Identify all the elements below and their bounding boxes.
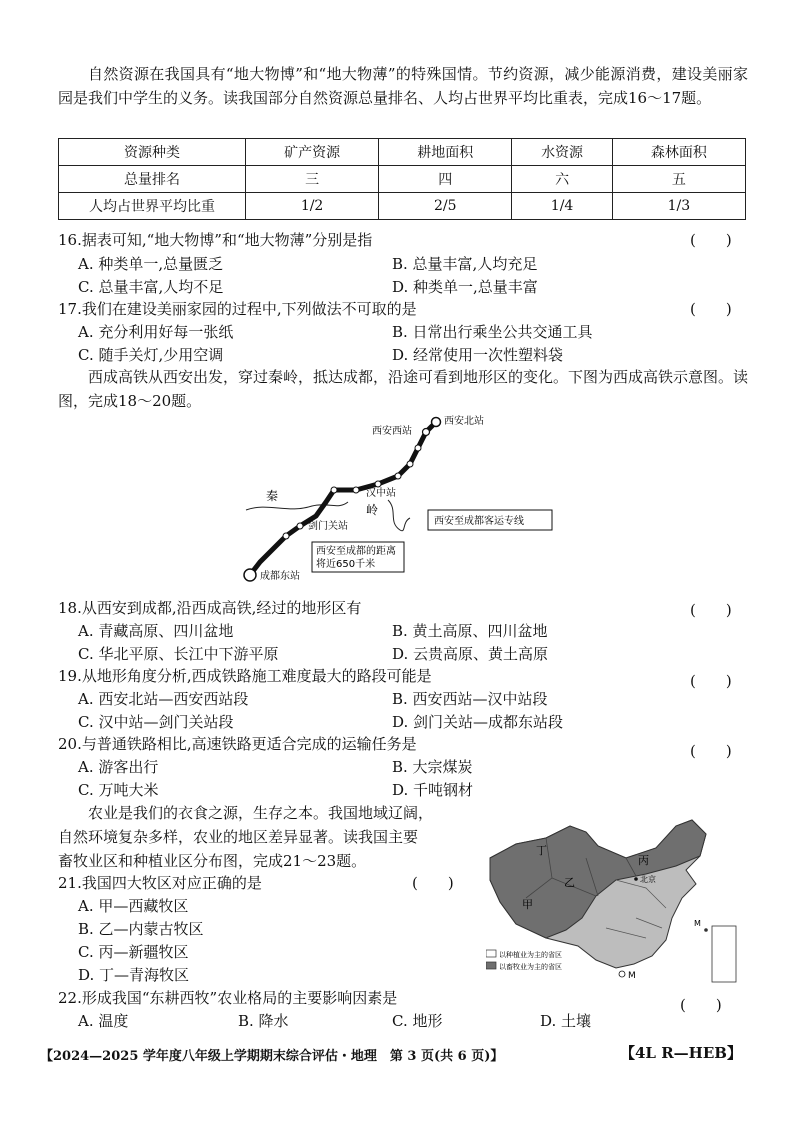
table-cell: 人均占世界平均比重 <box>59 193 246 220</box>
label-hanzhong: 汉中站 <box>366 488 396 499</box>
answer-blank-17[interactable]: ( ) <box>690 300 732 318</box>
railway-map <box>238 410 556 590</box>
label-yi: 乙 <box>564 876 575 889</box>
table-cell: 六 <box>512 166 612 193</box>
question-22-stem: 22.形成我国“东耕西牧”农业格局的主要影响因素是 <box>58 989 398 1007</box>
legend-swatch-grazing <box>486 962 496 969</box>
label-m-north: M <box>694 919 701 928</box>
table-cell: 1/2 <box>246 193 379 220</box>
question-17-stem: 17.我们在建设美丽家园的过程中,下列做法不可取的是 <box>58 300 417 318</box>
river-line <box>388 500 410 531</box>
distance-line-1: 西安至成都的距离 <box>316 546 396 557</box>
table-header-row <box>59 139 746 166</box>
station-marker <box>407 461 413 467</box>
q19-option-a[interactable]: A. 西安北站—西安西站段 <box>78 690 249 708</box>
label-jia: 甲 <box>522 898 533 911</box>
answer-blank-18[interactable]: ( ) <box>690 601 732 619</box>
label-beijing: 北京 <box>640 875 656 884</box>
q17-option-a[interactable]: A. 充分利用好每一张纸 <box>78 323 234 341</box>
q17-option-c[interactable]: C. 随手关灯,少用空调 <box>78 346 224 364</box>
answer-blank-19[interactable]: ( ) <box>690 672 732 690</box>
q18-option-a[interactable]: A. 青藏高原、四川盆地 <box>78 622 234 640</box>
intro-agriculture-line-1: 农业是我们的衣食之源，生存之本。我国地域辽阔， <box>88 804 434 822</box>
q16-option-c[interactable]: C. 总量丰富,人均不足 <box>78 278 224 296</box>
q22-option-b[interactable]: B. 降水 <box>238 1012 289 1030</box>
q17-option-d[interactable]: D. 经常使用一次性塑料袋 <box>392 346 564 364</box>
island-marker <box>704 928 708 932</box>
intro-agriculture-line-3: 畜牧业区和种植业区分布图，完成21～23题。 <box>58 852 367 870</box>
river-line <box>246 502 348 510</box>
table-cell: 总量排名 <box>59 166 246 193</box>
station-xian-north-marker[interactable] <box>432 418 441 427</box>
station-xian-west-marker[interactable] <box>423 429 430 436</box>
answer-blank-20[interactable]: ( ) <box>690 742 732 760</box>
station-marker <box>395 473 401 479</box>
label-m-south: M <box>628 971 636 981</box>
question-21-stem: 21.我国四大牧区对应正确的是 <box>58 874 262 892</box>
beijing-marker <box>634 877 638 881</box>
station-hanzhong-marker[interactable] <box>353 487 359 493</box>
intro-agriculture-line-2: 自然环境复杂多样，农业的地区差异显著。读我国主要 <box>58 828 419 846</box>
table-header-cell: 森林面积 <box>612 139 745 166</box>
answer-blank-16[interactable]: ( ) <box>690 231 732 249</box>
station-jianmenguan-marker[interactable] <box>297 523 303 529</box>
label-qin: 秦 <box>266 489 279 503</box>
q22-option-c[interactable]: C. 地形 <box>392 1012 443 1030</box>
q16-option-b[interactable]: B. 总量丰富,人均充足 <box>392 255 538 273</box>
label-ling: 岭 <box>366 503 379 517</box>
table-row <box>59 166 746 193</box>
south-china-sea-inset <box>712 926 736 982</box>
station-chengdu-east-marker[interactable] <box>244 569 256 581</box>
table-header-cell: 资源种类 <box>59 139 246 166</box>
intro-paragraph-railway: 西成高铁从西安出发，穿过秦岭，抵达成都，沿途可看到地形区的变化。下图为西成高铁示意图。读图，完成18～20题。 <box>58 368 749 410</box>
table-header-cell: 耕地面积 <box>379 139 512 166</box>
table-cell: 2/5 <box>379 193 512 220</box>
distance-line-2: 将近650千米 <box>316 559 376 570</box>
q19-option-d[interactable]: D. 剑门关站—成都东站段 <box>392 713 564 731</box>
label-xian-north: 西安北站 <box>444 416 484 427</box>
q22-option-d[interactable]: D. 土壤 <box>540 1012 592 1030</box>
q18-option-b[interactable]: B. 黄土高原、四川盆地 <box>392 622 548 640</box>
answer-blank-22[interactable]: ( ) <box>680 996 722 1014</box>
question-18-stem: 18.从西安到成都,沿西成高铁,经过的地形区有 <box>58 599 362 617</box>
station-marker <box>375 481 381 487</box>
question-19-stem: 19.从地形角度分析,西成铁路施工难度最大的路段可能是 <box>58 667 432 685</box>
footer-code: 【4L R—HEB】 <box>620 1044 742 1062</box>
resource-table <box>58 138 746 220</box>
question-16-stem: 16.据表可知,“地大物博”和“地大物薄”分别是指 <box>58 231 373 249</box>
label-bing: 丙 <box>638 854 649 867</box>
table-cell: 1/3 <box>612 193 745 220</box>
label-chengdu-east: 成都东站 <box>260 571 300 582</box>
q22-option-a[interactable]: A. 温度 <box>78 1012 129 1030</box>
table-header-cell: 水资源 <box>512 139 612 166</box>
table-cell: 五 <box>612 166 745 193</box>
q21-option-b[interactable]: B. 乙—内蒙古牧区 <box>78 920 204 938</box>
legend-grazing: 以畜牧业为主的省区 <box>499 963 562 971</box>
table-row <box>59 193 746 220</box>
legend-swatch-farming <box>486 950 496 957</box>
legend-farming: 以种植业为主的省区 <box>499 951 562 959</box>
q21-option-c[interactable]: C. 丙—新疆牧区 <box>78 943 189 961</box>
q18-option-c[interactable]: C. 华北平原、长江中下游平原 <box>78 645 279 663</box>
legend-label: 西安至成都客运专线 <box>434 516 524 527</box>
q20-option-c[interactable]: C. 万吨大米 <box>78 781 159 799</box>
question-20-stem: 20.与普通铁路相比,高速铁路更适合完成的运输任务是 <box>58 735 417 753</box>
q21-option-a[interactable]: A. 甲—西藏牧区 <box>78 897 189 915</box>
table-cell: 1/4 <box>512 193 612 220</box>
table-cell: 四 <box>379 166 512 193</box>
q21-option-d[interactable]: D. 丁—青海牧区 <box>78 966 190 984</box>
q20-option-b[interactable]: B. 大宗煤炭 <box>392 758 473 776</box>
label-xian-west: 西安西站 <box>372 426 412 437</box>
q16-option-a[interactable]: A. 种类单一,总量匮乏 <box>78 255 224 273</box>
table-header-cell: 矿产资源 <box>246 139 379 166</box>
answer-blank-21[interactable]: ( ) <box>412 874 454 892</box>
q20-option-d[interactable]: D. 千吨钢材 <box>392 781 474 799</box>
station-marker <box>415 445 421 451</box>
footer-exam-info: 【2024—2025 学年度八年级上学期期末综合评估・地理 第 3 页(共 6 页)】 <box>40 1049 504 1064</box>
table-cell: 三 <box>246 166 379 193</box>
station-marker <box>331 487 337 493</box>
intro-paragraph-resources: 自然资源在我国具有“地大物博”和“地大物薄”的特殊国情。节约资源，减少能源消费，建设美丽家园是我们中学生的义务。读我国部分自然资源总量排名、人均占世界平均比重表，完成16～17题。 <box>58 65 748 107</box>
q19-option-b[interactable]: B. 西安西站—汉中站段 <box>392 690 548 708</box>
q16-option-d[interactable]: D. 种类单一,总量丰富 <box>392 278 538 296</box>
label-ding: 丁 <box>536 844 547 857</box>
q20-option-a[interactable]: A. 游客出行 <box>78 758 159 776</box>
q18-option-d[interactable]: D. 云贵高原、黄土高原 <box>392 645 549 663</box>
station-marker <box>283 533 289 539</box>
label-jianmenguan: 剑门关站 <box>308 521 348 532</box>
q17-option-b[interactable]: B. 日常出行乘坐公共交通工具 <box>392 323 593 341</box>
q19-option-c[interactable]: C. 汉中站—剑门关站段 <box>78 713 234 731</box>
agriculture-map <box>486 818 738 988</box>
